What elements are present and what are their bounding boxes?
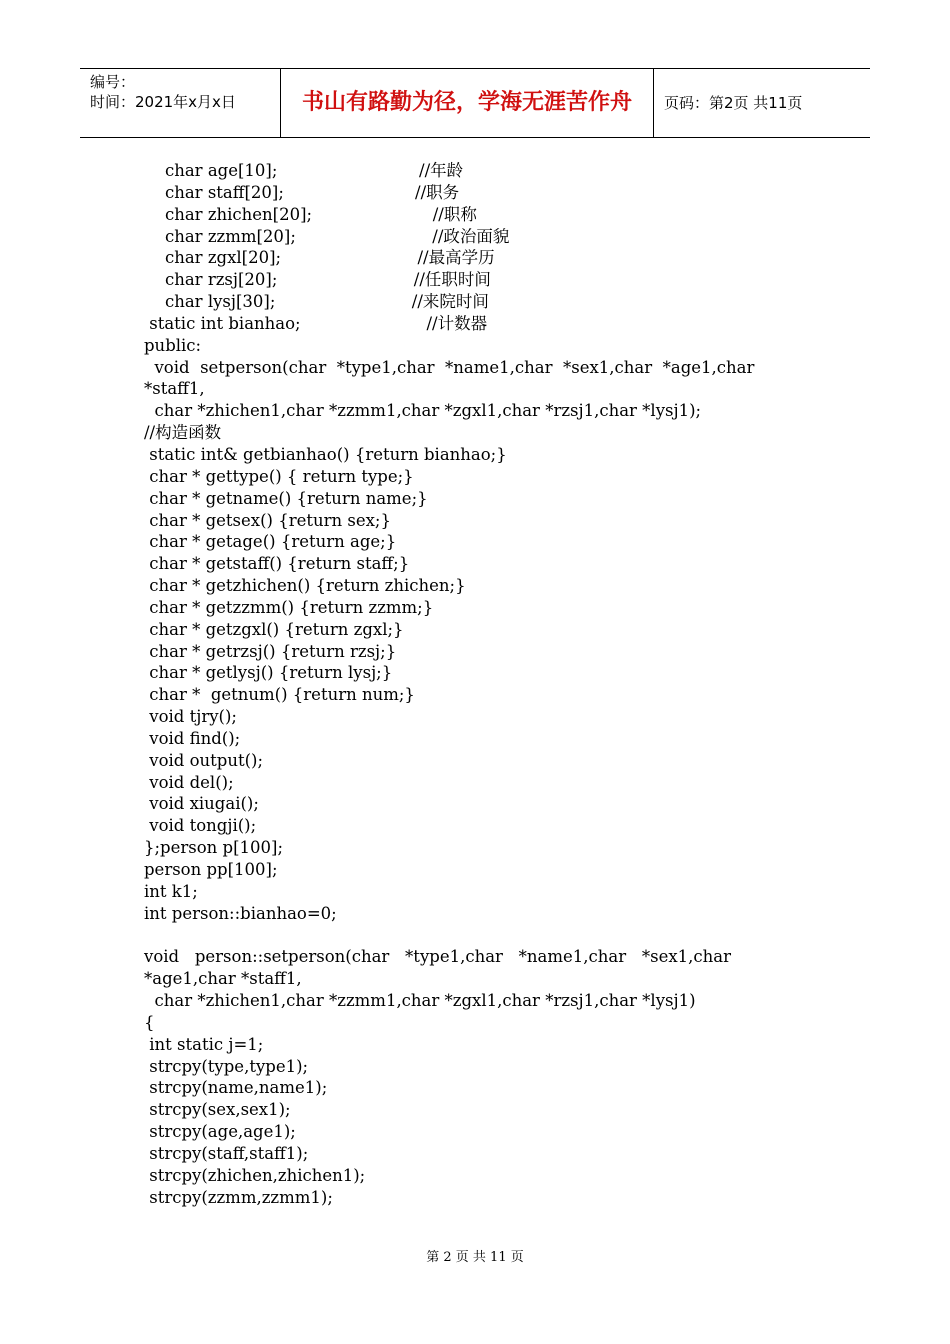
code-line: char zzmm[20]; //政治面貌 (144, 226, 510, 246)
code-line: char *zhichen1,char *zzmm1,char *zgxl1,char *rzsj1,char *lysj1); (144, 401, 702, 421)
code-line (144, 925, 754, 947)
code-line: char * getzzmm() {return zzmm;} (144, 597, 434, 617)
code-line: strcpy(zzmm,zzmm1); (144, 1187, 333, 1207)
code-line: void setperson(char *type1,char *name1,char *sex1,char *age1,char (144, 357, 755, 377)
header-motto: 书山有路勤为径，学海无涯苦作舟 (281, 69, 654, 137)
code-line: static int bianhao; //计数器 (144, 313, 488, 333)
code-line: void find(); (144, 728, 241, 748)
code-line: void xiugai(); (144, 794, 259, 814)
code-line: char * getage() {return age;} (144, 532, 397, 552)
code-line: strcpy(staff,staff1); (144, 1143, 309, 1163)
code-line: char zhichen[20]; //职称 (144, 204, 477, 224)
page-footer: 第 2 页 共 11 页 (426, 1250, 524, 1265)
code-line: static int& getbianhao() {return bianhao;} (144, 444, 507, 464)
code-line: //构造函数 (144, 423, 222, 443)
code-line: char * getsex() {return sex;} (144, 510, 391, 530)
code-line: char lysj[30]; //来院时间 (144, 292, 489, 312)
page-header (80, 68, 870, 138)
code-line: char * getname() {return name;} (144, 488, 428, 508)
code-line: char * getrzsj() {return rzsj;} (144, 641, 397, 661)
code-line: void tjry(); (144, 707, 237, 727)
code-line: char * getstaff() {return staff;} (144, 554, 410, 574)
code-line: char * getnum() {return num;} (144, 685, 415, 705)
code-line: int person::bianhao=0; (144, 903, 337, 923)
code-line: *age1,char *staff1, (144, 969, 302, 989)
header-page-info: 页码：第2页 共11页 (664, 94, 803, 112)
code-line: strcpy(zhichen,zhichen1); (144, 1165, 366, 1185)
code-line: char * gettype() { return type;} (144, 466, 414, 486)
code-line: { (144, 1012, 155, 1032)
code-line: void person::setperson(char *type1,char *name1,char *sex1,char (144, 947, 731, 967)
code-line: strcpy(age,age1); (144, 1122, 296, 1142)
code-line: strcpy(name,name1); (144, 1078, 328, 1098)
code-line: char rzsj[20]; //任职时间 (144, 270, 491, 290)
code-line: person pp[100]; (144, 860, 278, 879)
code-line: int k1; (144, 881, 198, 901)
code-line: char * getzhichen() {return zhichen;} (144, 576, 466, 596)
code-line: char staff[20]; //职务 (144, 182, 460, 202)
code-line: void tongji(); (144, 816, 257, 836)
code-line: char * getlysj() {return lysj;} (144, 663, 393, 683)
code-line: strcpy(sex,sex1); (144, 1100, 291, 1120)
code-listing (144, 160, 754, 1209)
header-meta-cell (80, 69, 281, 137)
code-line: };person p[100]; (144, 838, 284, 858)
code-line: strcpy(type,type1); (144, 1056, 309, 1076)
code-line: *staff1, (144, 379, 205, 399)
code-line: char * getzgxl() {return zgxl;} (144, 619, 404, 639)
code-line: int static j=1; (144, 1034, 264, 1054)
document-number: 编号： (90, 73, 136, 91)
code-line: void del(); (144, 772, 234, 792)
code-line: public: (144, 335, 202, 355)
code-line: void output(); (144, 750, 264, 770)
code-line: char zgxl[20]; //最高学历 (144, 248, 495, 268)
document-date: 时间：2021年x月x日 (90, 93, 236, 111)
code-line: char *zhichen1,char *zzmm1,char *zgxl1,char *rzsj1,char *lysj1) (144, 991, 696, 1011)
code-line: char age[10]; //年龄 (144, 161, 464, 180)
